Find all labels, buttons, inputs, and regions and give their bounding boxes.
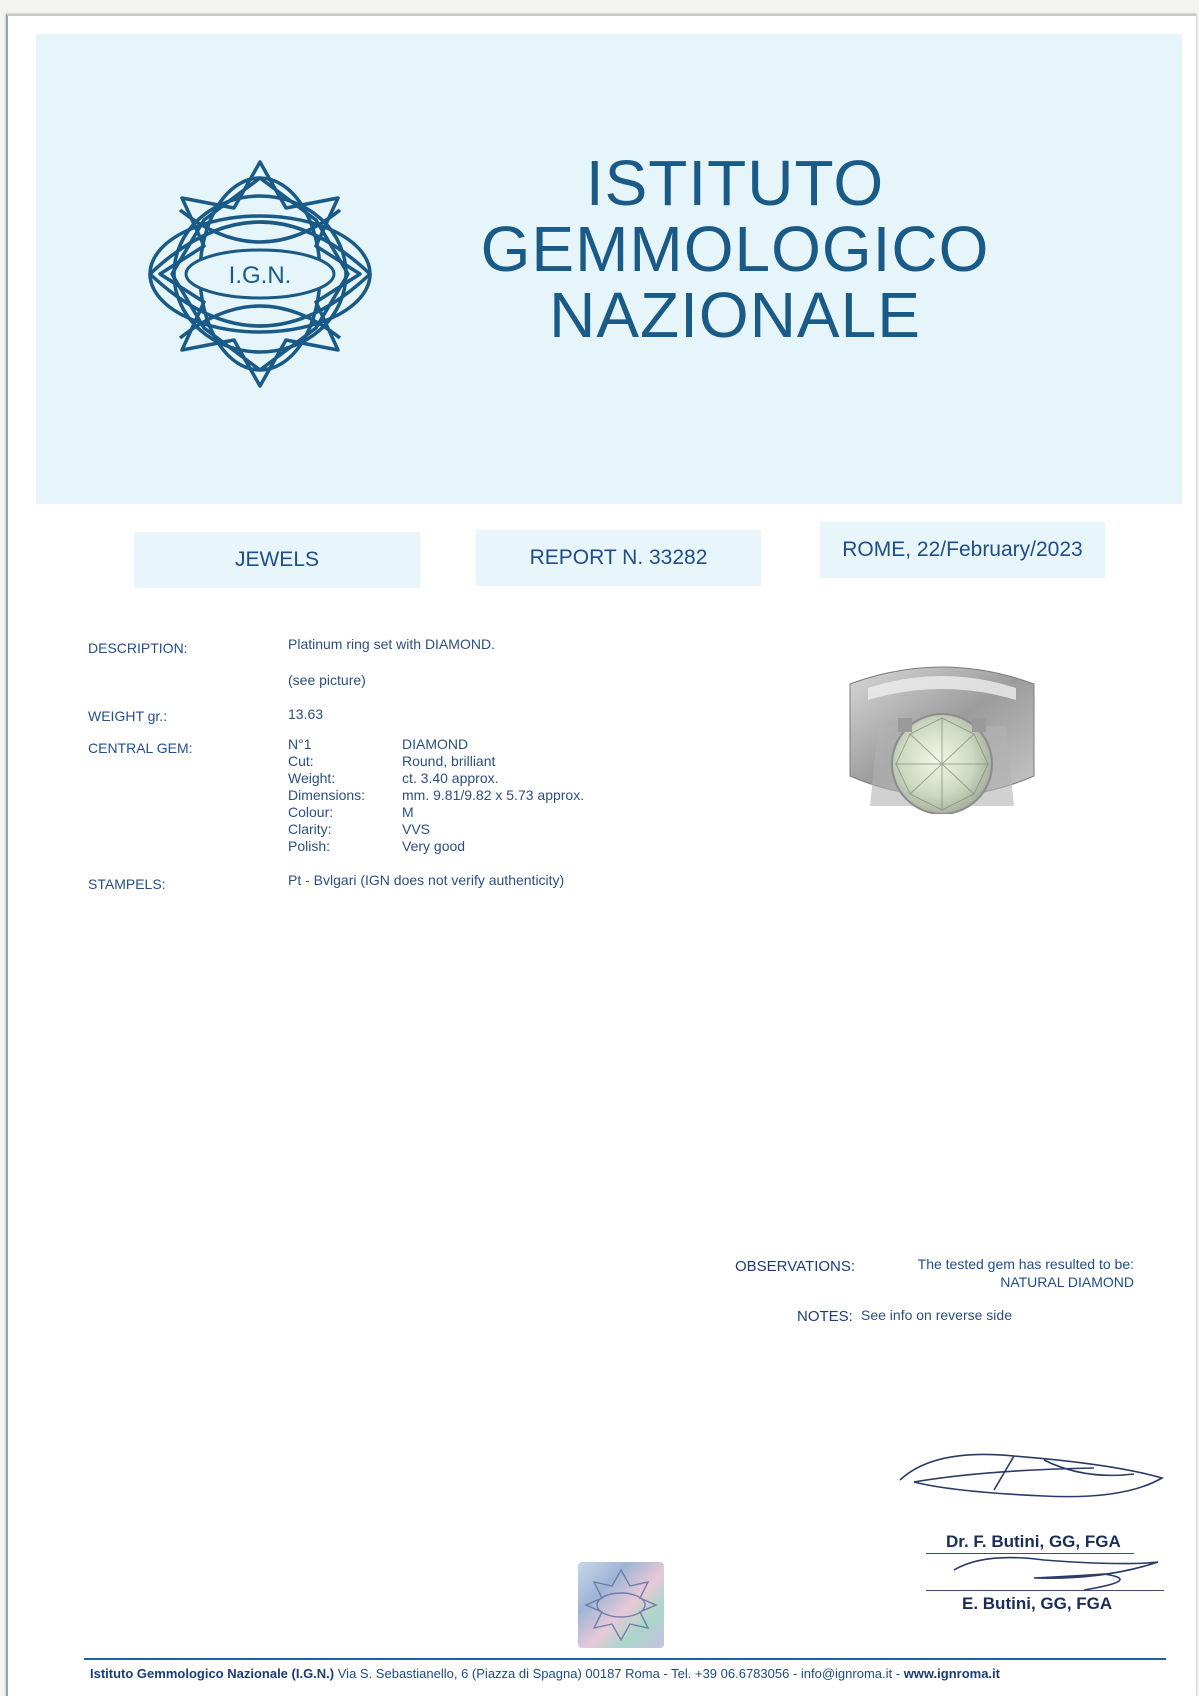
property-value: Round, brilliant — [402, 753, 496, 769]
signer-2-name: E. Butini, GG, FGA — [962, 1594, 1113, 1613]
gem-properties-values — [402, 753, 584, 855]
title-line-2: GEMMOLOGICO — [480, 213, 990, 285]
observations-line-1: The tested gem has resulted to be: — [917, 1256, 1134, 1272]
signature-line-2 — [926, 1590, 1164, 1591]
title-line-3: NAZIONALE — [549, 279, 921, 351]
footer-website[interactable]: www.ignroma.it — [903, 1666, 1000, 1681]
central-gem-label: CENTRAL GEM: — [88, 740, 193, 756]
gem-type: DIAMOND — [402, 736, 469, 752]
ign-star-logo — [120, 150, 400, 400]
hologram-seal — [578, 1562, 664, 1648]
property-label: Cut: — [288, 753, 314, 769]
description-label: DESCRIPTION: — [88, 640, 188, 656]
footer-line — [84, 1658, 1166, 1660]
property-label: Polish: — [288, 838, 331, 854]
property-label: Clarity: — [288, 821, 332, 837]
gem-properties-labels — [288, 753, 365, 855]
ring-photo — [838, 656, 1046, 814]
logo-text: I.G.N. — [228, 262, 292, 289]
date-tab: ROME, 22/February/2023 — [820, 522, 1105, 578]
observations-label: OBSERVATIONS: — [735, 1258, 856, 1275]
notes-value: See info on reverse side — [861, 1307, 1012, 1323]
signer-1-name: Dr. F. Butini, GG, FGA — [946, 1532, 1121, 1551]
signature-1 — [894, 1440, 1174, 1520]
property-value: ct. 3.40 approx. — [402, 770, 499, 786]
stampels-label: STAMPELS: — [88, 876, 166, 892]
footer-address: Via S. Sebastianello, 6 (Piazza di Spagna) 00187 Roma - Tel. +39 06.6783056 - info@ignroma.it - — [337, 1666, 901, 1681]
description-value: Platinum ring set with DIAMOND. — [288, 636, 495, 652]
weight-label: WEIGHT gr.: — [88, 708, 168, 724]
property-value: VVS — [402, 821, 431, 837]
footer — [90, 1666, 1000, 1681]
footer-institute-name: Istituto Gemmologico Nazionale (I.G.N.) — [90, 1666, 335, 1681]
property-label: Weight: — [288, 770, 336, 786]
weight-value: 13.63 — [288, 706, 324, 722]
institute-title — [480, 147, 990, 351]
description-note: (see picture) — [288, 672, 366, 688]
notes-label: NOTES: — [797, 1308, 853, 1325]
stampels-value: Pt - Bvlgari (IGN does not verify authenticity) — [288, 872, 565, 888]
property-label: Dimensions: — [288, 787, 366, 803]
signature-2 — [924, 1540, 1174, 1596]
gem-number: N°1 — [288, 736, 312, 752]
report-number-tab: REPORT N. 33282 — [476, 530, 761, 586]
property-value: Very good — [402, 838, 466, 854]
property-value: mm. 9.81/9.82 x 5.73 approx. — [402, 787, 585, 803]
category-tab: JEWELS — [134, 532, 420, 588]
property-label: Colour: — [288, 804, 334, 820]
observations-line-2: NATURAL DIAMOND — [1000, 1274, 1134, 1290]
property-value: M — [402, 804, 414, 820]
title-line-1: ISTITUTO — [585, 147, 885, 219]
